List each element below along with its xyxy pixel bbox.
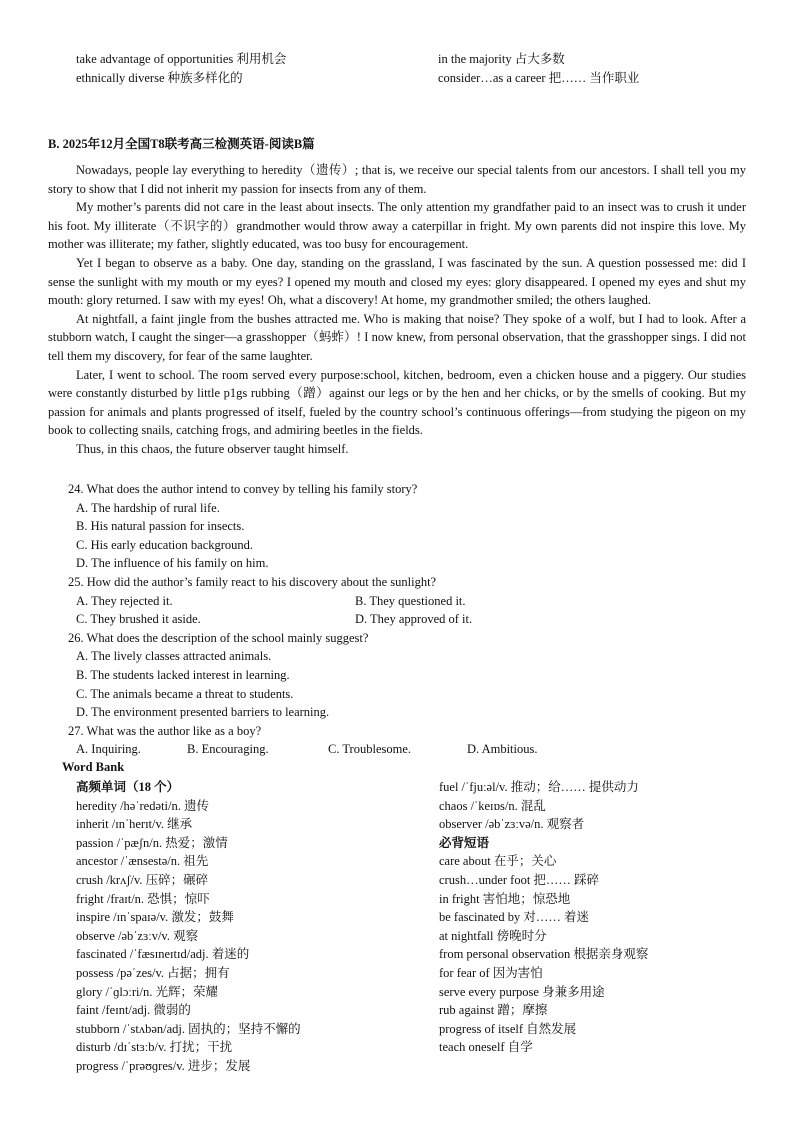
vocab-entry: crush /krʌʃ/v. 压碎；碾碎 — [76, 872, 209, 887]
question-26 — [68, 629, 748, 722]
phrase-entry: from personal observation 根据亲身观察 — [439, 947, 649, 962]
word-bank-title: Word Bank — [62, 760, 125, 774]
option: C. They brushed it aside. — [76, 612, 201, 627]
option: C. Troublesome. — [328, 742, 412, 757]
phrase-entry: serve every purpose 身兼多用途 — [439, 984, 605, 999]
word-bank-right-column — [439, 778, 648, 1057]
vocab-entry: observer /əbˈzɜːvə/n. 观察者 — [439, 817, 585, 832]
phrase-entry: for fear of 因为害怕 — [439, 965, 543, 980]
question-24 — [68, 480, 748, 573]
option-row — [76, 740, 748, 759]
option: B. Encouraging. — [187, 742, 269, 757]
option: A. Inquiring. — [76, 742, 141, 757]
question-stem: 27. What was the author like as a boy? — [68, 723, 262, 738]
section-title: B. 2025年12月全国T8联考高三检测英语-阅读B篇 — [48, 137, 315, 151]
question-stem: 25. How did the author’s family react to his discovery about the sunlight? — [68, 574, 437, 589]
question-27 — [68, 722, 748, 759]
vocab-entry: fascinated /ˈfæsɪneɪtɪd/adj. 着迷的 — [76, 947, 250, 962]
vocab-entry: inherit /ɪnˈherɪt/v. 继承 — [76, 817, 193, 832]
option: A. The lively classes attracted animals. — [76, 649, 272, 664]
option: B. His natural passion for insects. — [76, 519, 245, 534]
phrase-entry: be fascinated by 对…… 着迷 — [439, 910, 589, 925]
phrase-item: take advantage of opportunities 利用机会 — [76, 52, 287, 66]
passage-paragraph: Later, I went to school. The room served every purpose:school, kitchen, bedroom, even a chicken house and a piggery. Our studies were constantly disturbed by little p1gs rubbing（蹭）against our legs or by the hen and her chicks, or by the smells of cooking. But my passion for animals and plants progressed of itself, fueled by the country school’s continuous offerings—from studying the pigeon on my book to collecting snails, catching frogs, and admiring beetles in the fields. — [48, 367, 746, 438]
vocab-entry: progress /ˈprəʊɡres/v. 进步；发展 — [76, 1058, 251, 1073]
phrase-item: in the majority 占大多数 — [438, 52, 565, 66]
vocab-entry: observe /əbˈzɜːv/v. 观察 — [76, 928, 199, 943]
phrase-item: ethnically diverse 种族多样化的 — [76, 71, 243, 85]
vocab-entry: fright /fraɪt/n. 恐惧；惊吓 — [76, 891, 210, 906]
vocab-entry: stubborn /ˈstʌbən/adj. 固执的；坚持不懈的 — [76, 1021, 301, 1036]
phrase-entry: at nightfall 傍晚时分 — [439, 928, 547, 943]
question-stem: 24. What does the author intend to convey by telling his family story? — [68, 482, 418, 496]
word-list-heading: 高频单词（18 个） — [76, 780, 180, 794]
passage-paragraph: Thus, in this chaos, the future observer taught himself. — [76, 441, 349, 456]
vocab-entry: disturb /dɪˈstɜːb/v. 打扰；干扰 — [76, 1040, 233, 1055]
phrase-entry: crush…under foot 把…… 踩碎 — [439, 872, 600, 887]
word-bank-left-column — [76, 778, 301, 1076]
option: A. The hardship of rural life. — [76, 500, 220, 515]
phrase-list-heading: 必背短语 — [439, 835, 490, 850]
question-list — [68, 480, 748, 759]
vocab-entry: heredity /həˈredəti/n. 遗传 — [76, 798, 209, 813]
option: B. They questioned it. — [355, 593, 466, 608]
vocab-entry: chaos /ˈkeɪɒs/n. 混乱 — [439, 798, 546, 813]
option-row — [76, 610, 748, 629]
question-25 — [68, 573, 748, 629]
vocab-entry: passion /ˈpæʃn/n. 热爱；激情 — [76, 835, 228, 850]
option: D. They approved of it. — [355, 612, 473, 627]
vocab-entry: fuel /ˈfjuːəl/v. 推动；给…… 提供动力 — [439, 780, 639, 794]
phrase-item: consider…as a career 把…… 当作职业 — [438, 71, 640, 85]
phrase-entry: teach oneself 自学 — [439, 1040, 533, 1055]
option: B. The students lacked interest in learning. — [76, 667, 290, 682]
vocab-entry: glory /ˈɡlɔːri/n. 光辉；荣耀 — [76, 984, 218, 999]
vocab-entry: possess /pəˈzes/v. 占据；拥有 — [76, 965, 230, 980]
option: D. Ambitious. — [467, 742, 538, 757]
vocab-entry: ancestor /ˈænsestə/n. 祖先 — [76, 854, 209, 869]
phrase-entry: in fright 害怕地；惊恐地 — [439, 891, 571, 906]
passage-paragraph: My mother’s parents did not care in the least about insects. The only attention my grandfather paid to an insect was to crush it under his foot. My illiterate（不识字的）grandmother would throw away a caterpillar in fright. My own parents did not inspire this love. My mother was illiterate; my father, slightly educated, was too busy for encouragement. — [48, 200, 746, 252]
passage-paragraph: Nowadays, people lay everything to heredity（遗传）; that is, we receive our special talents from our ancestors. I shall tell you my story to show that I did not inherit my passion for insects from any of them. — [48, 163, 746, 196]
phrase-entry: care about 在乎；关心 — [439, 854, 557, 869]
option-row — [76, 592, 748, 611]
question-stem: 26. What does the description of the school mainly suggest? — [68, 630, 369, 645]
vocab-entry: faint /feɪnt/adj. 微弱的 — [76, 1003, 191, 1018]
passage-paragraph: At nightfall, a faint jingle from the bushes attracted me. Who is making that noise? They spoke of a wolf, but I had to look. After a stubborn watch, I caught the singer—a grasshopper（蚂蚱）! I now knew, from personal observation, that the grasshopper sings. I did not tell them my discovery, for fear of the same laughter. — [48, 311, 746, 363]
phrase-entry: rub against 蹭；摩擦 — [439, 1003, 548, 1018]
phrase-entry: progress of itself 自然发展 — [439, 1021, 577, 1036]
option: C. The animals became a threat to students. — [76, 686, 294, 701]
option: D. The influence of his family on him. — [76, 556, 269, 571]
passage-paragraph: Yet I began to observe as a baby. One day, standing on the grassland, I was fascinated by the sun. A question possessed me: did I sense the sunlight with my mouth or my eyes? I opened my mouth and closed my eyes: glory disappeared. I opened my eyes and shut my mouth: glory returned. I saw with my eyes! Oh, what a discovery! At home, my grandmother smiled; the others laughed. — [48, 255, 746, 308]
reading-passage — [48, 161, 746, 459]
option: C. His early education background. — [76, 537, 254, 552]
option: A. They rejected it. — [76, 593, 173, 608]
option: D. The environment presented barriers to learning. — [76, 705, 330, 720]
vocab-entry: inspire /ɪnˈspaɪə/v. 激发；鼓舞 — [76, 910, 234, 925]
